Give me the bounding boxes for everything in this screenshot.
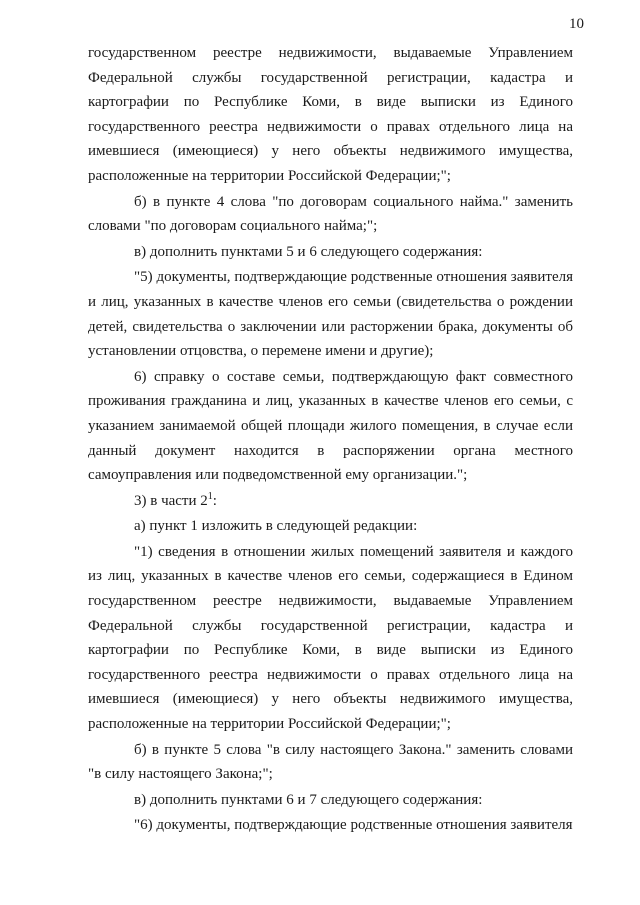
paragraph-item-b-5: б) в пункте 5 слова "в силу настоящего Закона." заменить словами "в силу настоящего Закона;"; [88,741,573,783]
paragraph-point-6: 6) справку о составе семьи, подтверждающую факт совместного проживания гражданина и лиц, указанных в качестве членов его семьи, с указанием занимаемой общей площади жилого помещения, в случае если данный документ находится в распоряжении органа местного самоуправления или подведомственной ему организации."; [88,368,573,484]
paragraph-continuation: государственном реестре недвижимости, выдаваемые Управлением Федеральной службы государственной регистрации, кадастра и картографии по Республике Коми, в виде выписки из Единого государственного реестра недвижимости о правах отдельного лица на имевшиеся (имеющиеся) у него объекты недвижимого имущества, расположенные на территории Российской Федерации;"; [88,45,573,184]
paragraph-part-2-1 [88,489,573,514]
page-number: 10 [569,16,584,32]
part-2-1-text: 3) в части 2 [134,492,208,509]
part-2-1-tail: : [212,492,217,509]
paragraph-point-1: "1) сведения в отношении жилых помещений заявителя и каждого из лиц, указанных в качестве членов его семьи, содержащиеся в Едином государственном реестре недвижимости, выдаваемые Управлением Федеральной службы государственной регистрации, кадастра и картографии по Республике Коми, в виде выписки из Единого государственного реестра недвижимости о правах отдельного лица на имевшиеся (имеющиеся) у него объекты недвижимого имущества, расположенные на территории Российской Федерации;"; [88,543,573,733]
paragraph-point-5: "5) документы, подтверждающие родственные отношения заявителя и лиц, указанных в качестве членов его семьи (свидетельства о рождении детей, свидетельства о заключении или расторжении брака, документы об установлении отцовства, о перемене имени и другие); [88,269,573,360]
document-body [88,41,573,839]
paragraph-item-v-6-7: в) дополнить пунктами 6 и 7 следующего содержания: [134,791,483,808]
paragraph-item-b-4: б) в пункте 4 слова "по договорам социального найма." заменить словами "по договорам социального найма;"; [88,193,573,235]
paragraph-point-6-start: "6) документы, подтверждающие родственные отношения заявителя [134,817,573,834]
paragraph-item-a-1: а) пункт 1 изложить в следующей редакции: [134,518,418,535]
paragraph-item-v-5-6: в) дополнить пунктами 5 и 6 следующего содержания: [134,243,483,260]
part-2-1-superscript: 1 [207,490,213,502]
